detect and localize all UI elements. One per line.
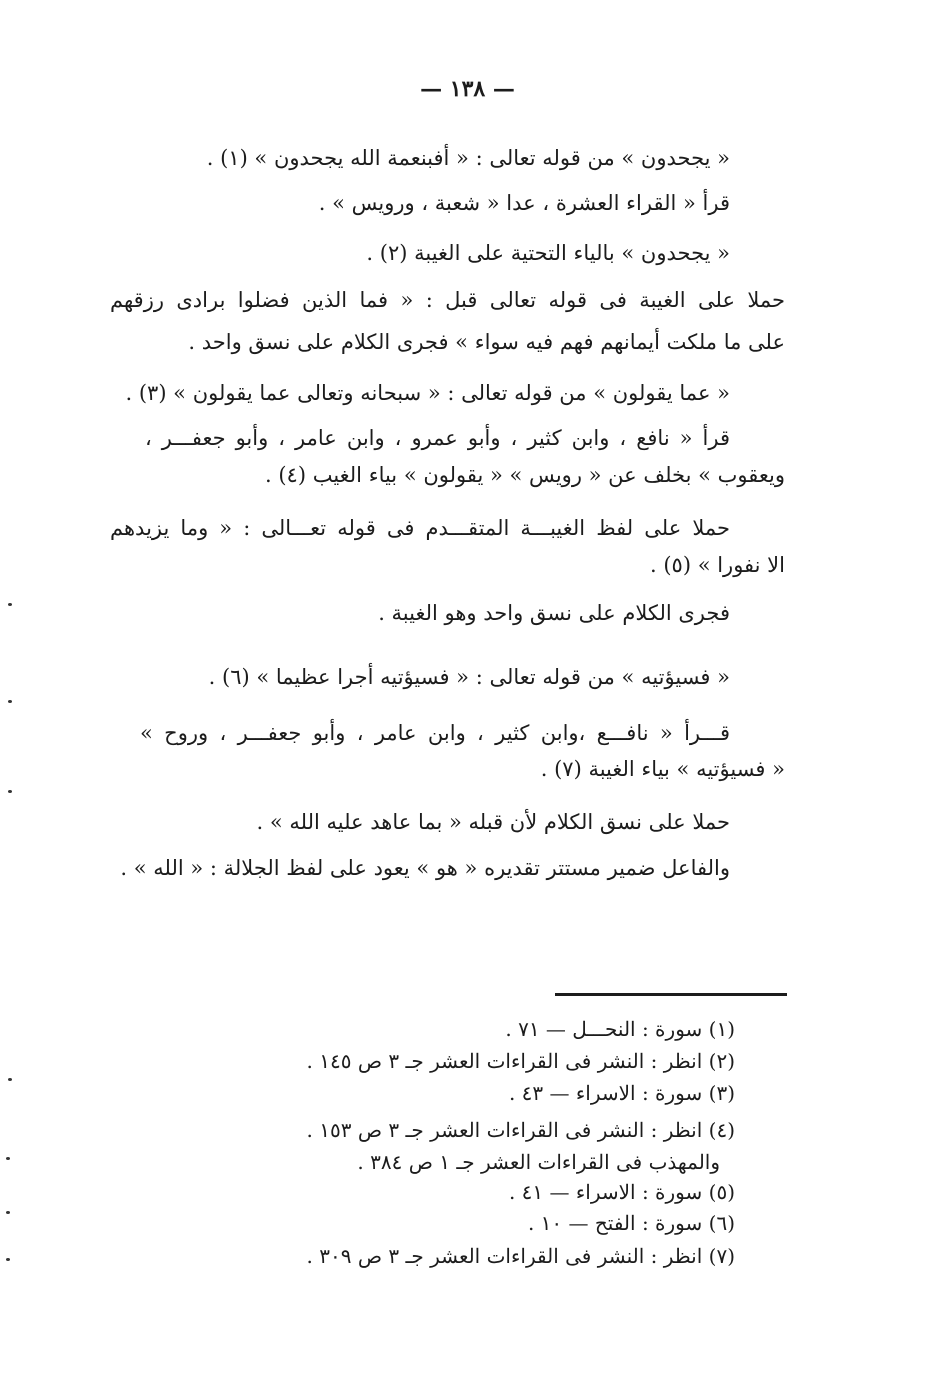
- footnote: (٢) انظر : النشر فى القراءات العشر جـ ٣ ص ١٤٥ .: [306, 1049, 735, 1073]
- footnote: (٥) سورة : الاسراء — ٤١ .: [508, 1180, 735, 1204]
- footnote: والمهذب فى القراءات العشر جـ ١ ص ٣٨٤ .: [357, 1150, 720, 1174]
- scan-speck: [6, 1157, 10, 1160]
- scan-speck: [8, 700, 12, 703]
- body-line: « يجحدون » من قوله تعالى : « أفبنعمة الله يجحدون » (١) .: [206, 146, 730, 170]
- page-number: — ١٣٨ —: [420, 76, 515, 102]
- scan-speck: [6, 1211, 10, 1214]
- footnote: (٦) سورة : الفتح — ١٠ .: [527, 1211, 735, 1235]
- scan-speck: [8, 603, 12, 606]
- scan-speck: [8, 790, 12, 793]
- body-line: ويعقوب » بخلف عن « رويس » « يقولون » بياء الغيب (٤) .: [265, 463, 785, 487]
- body-line: « فسيؤتيه » من قوله تعالى : « فسيؤتيه أجرا عظيما » (٦) .: [208, 665, 730, 689]
- body-line: « فسيؤتيه » بياء الغيبة (٧) .: [540, 757, 785, 781]
- footnote: (٣) سورة : الاسراء — ٤٣ .: [508, 1081, 735, 1105]
- footnote: (١) سورة : النحـــل — ٧١ .: [505, 1017, 735, 1041]
- body-line: والفاعل ضمير مستتر تقديره « هو » يعود على لفظ الجلالة : « الله » .: [120, 856, 730, 880]
- footnote-separator: [555, 993, 787, 996]
- body-line: قـــرأ « نافـــع ،وابن كثير ، وابن عامر ، وأبو جعفـــر ، وروح »: [140, 721, 730, 745]
- footnote: (٤) انظر : النشر فى القراءات العشر جـ ٣ ص ١٥٣ .: [306, 1118, 735, 1142]
- body-line: « عما يقولون » من قوله تعالى : « سبحانه وتعالى عما يقولون » (٣) .: [125, 381, 730, 405]
- body-line: قرأ « نافع ، وابن كثير ، وأبو عمرو ، وابن عامر ، وأبو جعفـــر ،: [145, 426, 730, 450]
- body-line: حملا على لفظ الغيبـــة المتقـــدم فى قوله تعـــالى : « وما يزيدهم: [110, 516, 730, 540]
- scan-speck: [6, 1258, 10, 1261]
- body-line: حملا على نسق الكلام لأن قبله « بما عاهد عليه الله » .: [256, 810, 730, 834]
- body-line: قرأ « القراء العشرة ، عدا « شعبة ، ورويس » .: [318, 191, 730, 215]
- body-line: على ما ملكت أيمانهم فهم فيه سواء » فجرى الكلام على نسق واحد .: [188, 330, 785, 354]
- footnote: (٧) انظر : النشر فى القراءات العشر جـ ٣ ص ٣٠٩ .: [306, 1244, 735, 1268]
- body-line: « يجحدون » بالياء التحتية على الغيبة (٢) .: [366, 241, 730, 265]
- body-line: فجرى الكلام على نسق واحد وهو الغيبة .: [378, 601, 730, 625]
- scan-speck: [8, 1078, 12, 1081]
- body-line: الا نفورا » (٥) .: [650, 553, 785, 577]
- body-line: حملا على الغيبة فى قوله تعالى قبل : « فما الذين فضلوا برادى رزقهم: [110, 288, 785, 312]
